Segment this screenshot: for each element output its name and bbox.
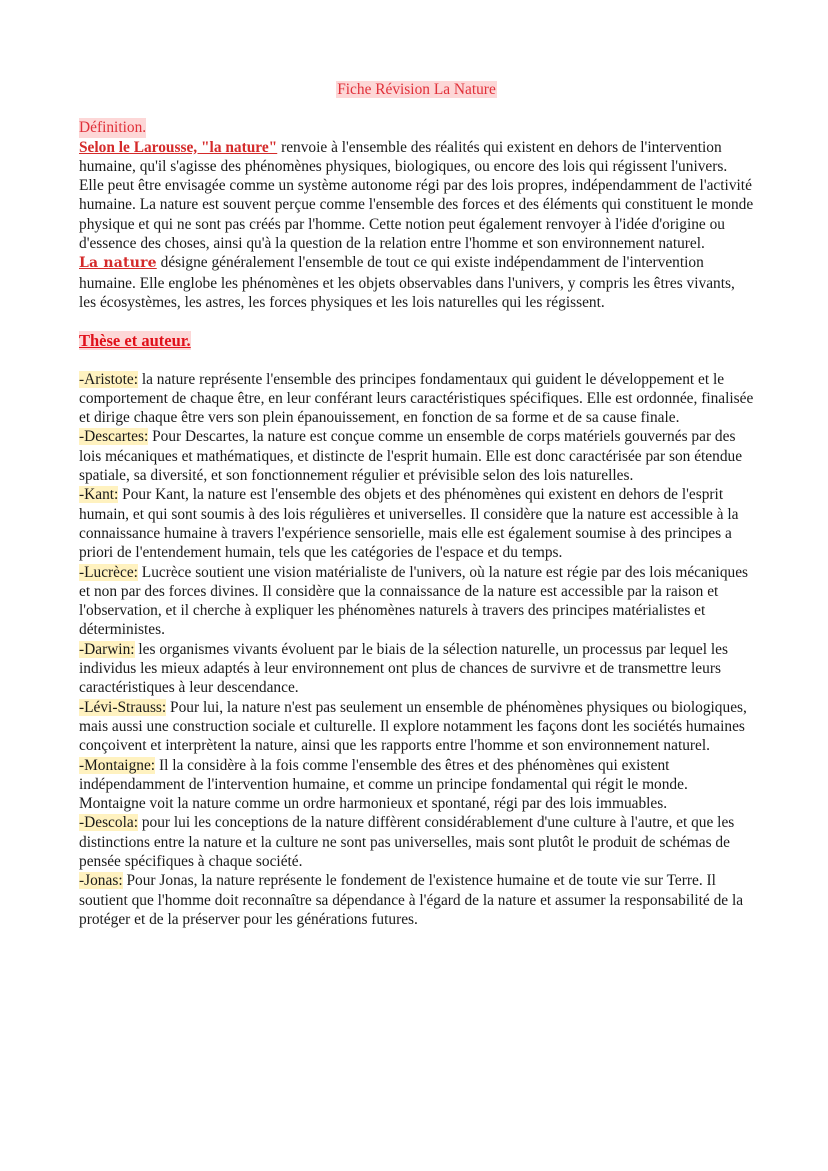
author-name: -Lévi-Strauss: [79, 698, 167, 716]
author-name: -Jonas: [79, 872, 123, 890]
author-name: -Montaigne: [79, 756, 156, 774]
author-text: les organismes vivants évoluent par le biais de la sélection naturelle, un processus par lequel les individus les mieux adaptés à leur environnement ont plus de chances de survivre et de transmettre leurs caractéristiques à leur descendance. [79, 640, 728, 697]
definition-label: Définition. [79, 119, 147, 137]
author-entry-kant [79, 485, 754, 562]
author-name: -Lucrèce: [79, 563, 138, 581]
author-text: Pour lui, la nature n'est pas seulement un ensemble de phénomènes physiques ou biologiques, mais aussi une construction sociale et culturelle. Il explore notamment les façons dont les sociétés humaines conçoivent et interprètent la nature, ainsi que les rapports entre l'homme et son environnement naturel. [79, 698, 747, 755]
nature-definition [79, 253, 754, 312]
author-text: Pour Kant, la nature est l'ensemble des objets et des phénomènes qui existent en dehors de l'esprit humain, et qui sont soumis à des lois régulières et universelles. Il considère que la nature est accessible à la connaissance humaine à travers l'expérience sensorielle, mais elle est également soumise à des principes a priori de l'entendement humain, tels que les catégories de l'espace et du temps. [79, 486, 739, 562]
author-entry-levi-strauss [79, 698, 754, 756]
nature-term: La nature [79, 255, 157, 272]
document-title: Fiche Révision La Nature [337, 81, 496, 98]
author-entry-darwin [79, 640, 754, 698]
larousse-definition [79, 138, 754, 254]
author-text: Pour Descartes, la nature est conçue comme un ensemble de corps matériels gouvernés par des lois mécaniques et mathématiques, et distincte de l'esprit humain. Elle est donc caractérisée par son étendue spatiale, sa diversité, et son fonctionnement régulier et prévisible selon des lois naturelles. [79, 428, 743, 485]
larousse-text: renvoie à l'ensemble des réalités qui existent en dehors de l'intervention humaine, qu'il s'agisse des phénomènes physiques, biologiques, ou encore des lois qui régissent l'univers. Elle peut être envisagée comme un système autonome régi par des lois propres, indépendamment de l'activité humaine. La nature est souvent perçue comme l'ensemble des forces et des éléments qui constituent le monde physique et qui ne sont pas créés par l'homme. Cette notion peut également renvoyer à l'idée d'origine ou d'essence des choses, ainsi qu'à la question de la relation entre l'homme et son environnement naturel. [79, 138, 754, 253]
definition-section [79, 118, 754, 312]
author-text: Il la considère à la fois comme l'ensemble des êtres et des phénomènes qui existent indépendamment de l'intervention humaine, et comme un principe fondamental qui régit le monde. Montaigne voit la nature comme un ordre harmonieux et spontané, régi par des lois immuables. [79, 756, 688, 813]
theses-heading: Thèse et auteur. [79, 331, 191, 351]
document-content [79, 80, 754, 929]
author-entry-jonas [79, 871, 754, 929]
author-entry-descartes [79, 427, 754, 485]
authors-list [79, 370, 754, 930]
title-row [79, 80, 754, 99]
theses-heading-row [79, 331, 754, 350]
author-entry-lucrece [79, 563, 754, 640]
larousse-term: Selon le Larousse, "la nature" [79, 138, 278, 156]
author-text: Pour Jonas, la nature représente le fondement de l'existence humaine et de toute vie sur Terre. Il soutient que l'homme doit reconnaître sa dépendance à l'égard de la nature et assumer la responsabilité de la protéger et de la préserver pour les générations futures. [79, 872, 744, 928]
author-name: -Aristote: [79, 370, 138, 388]
author-entry-aristote [79, 370, 754, 428]
author-name: -Darwin: [79, 640, 135, 658]
author-name: -Descartes: [79, 428, 149, 446]
author-name: -Descola: [79, 814, 138, 832]
author-text: Lucrèce soutient une vision matérialiste de l'univers, où la nature est régie par des lois mécaniques et non par des forces divines. Il considère que la connaissance de la nature est accessible par la raison et l'observation, et il cherche à expliquer les phénomènes naturels à travers des principes matérialistes et déterministes. [79, 563, 749, 639]
nature-text: désigne généralement l'ensemble de tout ce qui existe indépendamment de l'intervention humaine. Elle englobe les phénomènes et les objets observables dans l'univers, y compris les êtres vivants, les écosystèmes, les astres, les forces physiques et les lois naturelles qui les régissent. [79, 254, 735, 311]
author-name: -Kant: [79, 486, 119, 504]
author-entry-montaigne [79, 756, 754, 814]
author-text: la nature représente l'ensemble des principes fondamentaux qui guident le développement et le comportement de chaque être, en leur conférant leurs caractéristiques spécifiques. Elle est ordonnée, finalisée et dirige chaque être vers son plein épanouissement, en fonction de sa forme et de sa cause finale. [79, 370, 754, 427]
author-text: pour lui les conceptions de la nature diffèrent considérablement d'une culture à l'autre, et que les distinctions entre la nature et la culture ne sont pas universelles, mais sont plutôt le produit de schémas de pensée spécifiques à chaque société. [79, 814, 735, 870]
author-entry-descola [79, 813, 754, 871]
